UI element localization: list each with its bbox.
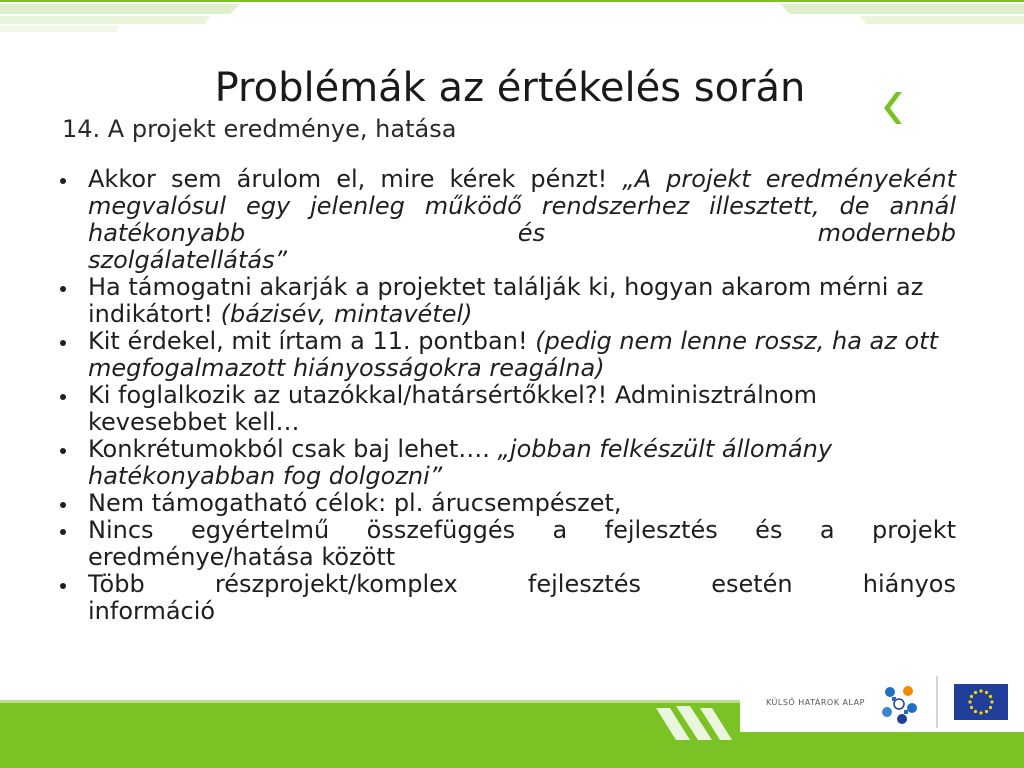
bullet-dot bbox=[60, 529, 66, 535]
list-item bbox=[58, 328, 956, 382]
list-item bbox=[58, 382, 956, 436]
bullet-dot bbox=[60, 394, 66, 400]
bullet-text: Több részprojekt/komplex fejlesztés esetén hiányos bbox=[88, 570, 956, 598]
bullet-italic-note: (bázisév, mintavétel) bbox=[220, 300, 473, 328]
bullet-text: Ha támogatni akarják a projektet találják ki, hogyan akarom mérni az indikátort! bbox=[88, 273, 924, 328]
list-item bbox=[58, 166, 956, 274]
top-stripes-decoration bbox=[0, 0, 1024, 40]
slide-subtitle: 14. A projekt eredménye, hatása bbox=[62, 115, 457, 143]
bullet-italic-note: (pedig nem lenne rossz, ha az ott megfogalmazott hiányosságokra reagálna) bbox=[88, 327, 938, 382]
slide-title: Problémák az értékelés során bbox=[214, 65, 806, 111]
bullet-list bbox=[58, 166, 956, 625]
bullet-text: Ki foglalkozik az utazókkal/határsértőkkel?! Adminisztrálnom kevesebbet kell… bbox=[88, 381, 818, 436]
bullet-text: Nem támogatható célok: pl. árucsempészet, bbox=[88, 489, 622, 517]
bullet-text-end: információ bbox=[88, 597, 216, 625]
bullet-text-end: eredménye/hatása között bbox=[88, 543, 396, 571]
list-item bbox=[58, 517, 956, 571]
bullet-quote: „jobban felkészült állomány hatékonyabban fog dolgozni” bbox=[88, 435, 833, 490]
kha-logo-icon bbox=[878, 682, 920, 726]
bullet-dot bbox=[60, 448, 66, 454]
bullet-text: Kit érdekel, mit írtam a 11. pontban! bbox=[88, 327, 536, 355]
eu-flag-icon bbox=[954, 684, 1008, 720]
bullet-quote: „A projekt eredményeként megvalósul egy jelenleg működő rendszerhez illesztett, de annál hatékonyabb és modernebb bbox=[88, 165, 956, 247]
bullet-dot bbox=[60, 340, 66, 346]
bullet-dot bbox=[60, 502, 66, 508]
chevron-left-icon bbox=[878, 88, 904, 128]
list-item bbox=[58, 490, 956, 517]
footer-logos bbox=[740, 672, 1024, 732]
fund-logo-text: KÜLSŐ HATÁROK ALAP bbox=[766, 698, 865, 707]
list-item bbox=[58, 571, 956, 625]
bullet-text: Akkor sem árulom el, mire kérek pénzt! bbox=[88, 165, 623, 193]
bullet-text: Nincs egyértelmű összefüggés a fejlesztés és a projekt bbox=[88, 516, 956, 544]
list-item bbox=[58, 436, 956, 490]
bullet-text: Konkrétumokból csak baj lehet…. bbox=[88, 435, 498, 463]
bullet-dot bbox=[60, 286, 66, 292]
list-item bbox=[58, 274, 956, 328]
bullet-quote-end: szolgálatellátás” bbox=[88, 246, 288, 274]
bullet-dot bbox=[60, 178, 66, 184]
logo-divider bbox=[936, 676, 938, 728]
bullet-dot bbox=[60, 583, 66, 589]
